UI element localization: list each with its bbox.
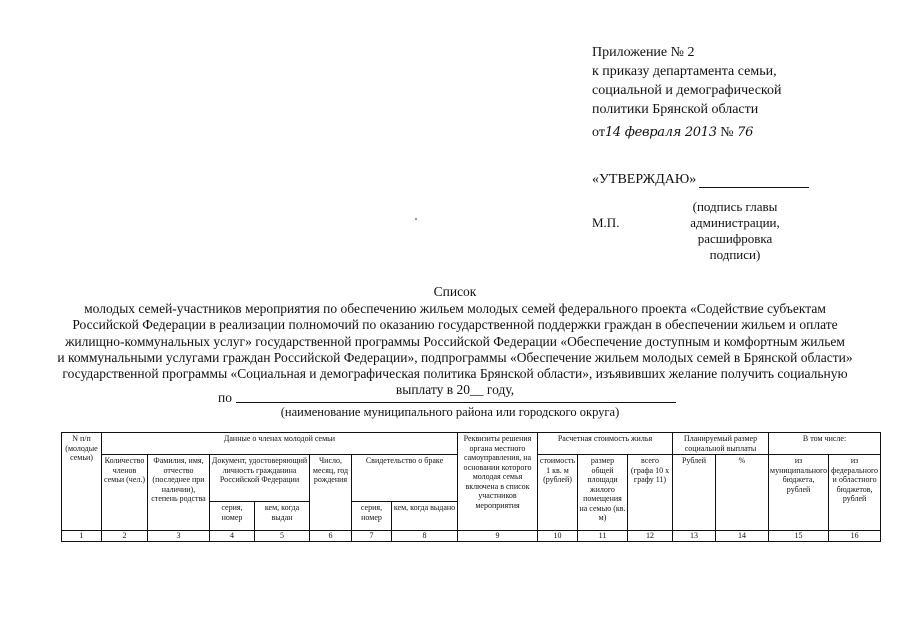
column-number: 5 [255, 531, 310, 542]
header-mar-series: серия, номер [352, 502, 392, 531]
handwritten-number: 76 [737, 125, 754, 140]
column-number: 3 [148, 531, 210, 542]
stamp-place-label: М.П. [592, 215, 620, 230]
title-line: выплату в 20__ году, [395, 382, 515, 398]
header-area: размер общей площади жилого помещения на семью (кв. м) [578, 455, 628, 531]
header-housing-cost: Расчетная стоимость жилья [538, 433, 673, 455]
column-number: 9 [458, 531, 538, 542]
column-number: 13 [673, 531, 716, 542]
approval-label: «УТВЕРЖДАЮ» [592, 172, 697, 187]
scan-speck [415, 218, 417, 220]
sig-caption-line-3: расшифровка [697, 231, 773, 246]
municipality-underline [236, 402, 676, 403]
column-number: 6 [310, 531, 352, 542]
header-percent: % [716, 455, 769, 531]
header-num: N п/п (молодые семьи) [62, 433, 102, 531]
sig-caption-line-1: (подпись главы [692, 199, 778, 214]
header-marriage-cert: Свидетельство о браке [352, 455, 458, 502]
header-birth-date: Число, месяц, год рождения [310, 455, 352, 531]
header-total: всего (графа 10 x графу 11) [628, 455, 673, 531]
header-doc-series: серия, номер [210, 502, 255, 531]
header-doc-issued: кем, когда выдан [255, 502, 310, 531]
number-label: № [720, 125, 734, 140]
table-header-row [62, 433, 881, 455]
column-number: 7 [352, 531, 392, 542]
column-number: 16 [829, 531, 881, 542]
document-title [40, 284, 870, 398]
column-number: 8 [392, 531, 458, 542]
column-number: 1 [62, 531, 102, 542]
column-number: 10 [538, 531, 578, 542]
appendix-line-4: политики Брянской области [592, 102, 759, 117]
column-number: 12 [628, 531, 673, 542]
header-including: В том числе: [769, 433, 881, 455]
header-federal-budget: из федерального и областного бюджетов, рублей [829, 455, 881, 531]
title-line: Российской Федерации в реализации полномочий по оказанию государственной поддержки граждан в обеспечении жильем и оплате [72, 317, 838, 333]
header-member-count: Количество членов семьи (чел.) [102, 455, 148, 531]
po-label: по [218, 390, 232, 405]
header-family-data: Данные о членах молодой семьи [102, 433, 458, 455]
approval-line [592, 172, 809, 188]
header-mar-issued: кем, когда выдано [392, 502, 458, 531]
title-line: государственной программы «Социальная и демографическая политика Брянской области», изъявивших желание получить социальную [62, 366, 848, 382]
column-number: 4 [210, 531, 255, 542]
appendix-line-1: Приложение № 2 [592, 45, 695, 60]
title-line: молодых семей-участников мероприятия по обеспечению жильем молодых семей федерального проекта «Содействие субъектам [84, 301, 826, 317]
header-full-name: Фамилия, имя, отчество (последнее при наличии), степень родства [148, 455, 210, 531]
sig-caption-line-2: администрации, [690, 215, 780, 230]
appendix-line-3: социальной и демографической [592, 83, 782, 98]
column-number: 14 [716, 531, 769, 542]
sig-caption-line-4: подписи) [709, 247, 761, 262]
column-number: 2 [102, 531, 148, 542]
approval-signature-line [699, 173, 809, 188]
header-id-document: Документ, удостоверяющий личность гражданина Российской Федерации [210, 455, 310, 502]
municipality-line [218, 390, 232, 406]
appendix-block [592, 43, 782, 142]
handwritten-date: 14 февраля 2013 [604, 125, 717, 140]
appendix-line-2: к приказу департамента семьи, [592, 64, 777, 79]
title-line: и коммунальными услугами граждан Российской Федерации», подпрограммы «Обеспечение жильем молодых семей в Брянской области» [57, 349, 853, 365]
column-number: 15 [769, 531, 829, 542]
header-municipal-budget: из муниципального бюджета, рублей [769, 455, 829, 531]
municipality-caption: (наименование муниципального района или городского округа) [280, 405, 620, 419]
header-planned-payment: Планируемый размер социальной выплаты [673, 433, 769, 455]
header-requisites: Реквизиты решения органа местного самоуправления, на основании которого молодая семья включена в список участников мероприятия [458, 433, 538, 531]
column-number: 11 [578, 531, 628, 542]
appendix-date-line [592, 123, 782, 142]
signature-caption [670, 199, 800, 263]
column-number-row [62, 531, 881, 542]
date-prefix: от [592, 125, 605, 140]
participants-table [61, 432, 881, 542]
header-sqm-cost: стоимость 1 кв. м (рублей) [538, 455, 578, 531]
header-rubles: Рублей [673, 455, 716, 531]
title-line: жилищно-коммунальных услуг» государственной программы Российской Федерации «Обеспечение доступным и комфортным жильем [65, 333, 845, 349]
title-heading: Список [433, 284, 477, 299]
